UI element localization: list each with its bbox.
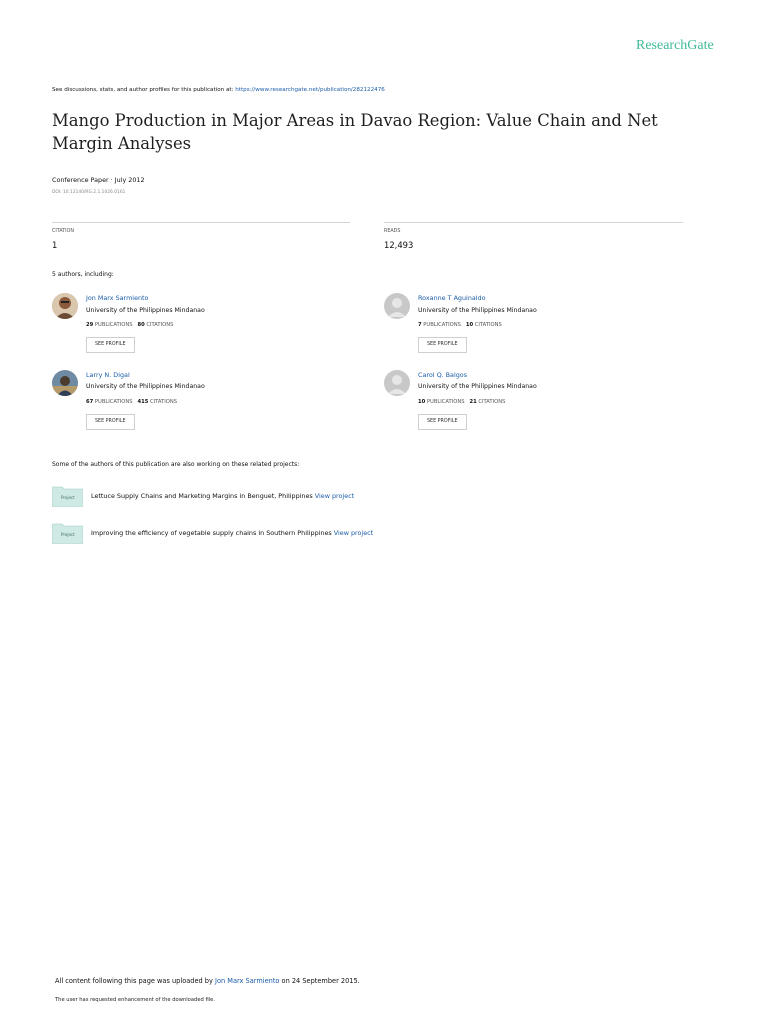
publication-count: 67 bbox=[86, 399, 94, 405]
publication-url-link[interactable]: https://www.researchgate.net/publication/282122476 bbox=[235, 87, 385, 93]
project-icon-label: Project bbox=[61, 495, 75, 500]
citations-label: CITATIONS bbox=[146, 322, 174, 328]
default-user-icon bbox=[384, 370, 410, 396]
author-stats bbox=[418, 399, 505, 405]
default-user-icon bbox=[384, 293, 410, 319]
authors-heading: 5 authors, including: bbox=[52, 271, 114, 278]
citation-count: 80 bbox=[137, 322, 145, 328]
author-affiliation: University of the Philippines Mindanao bbox=[86, 307, 205, 314]
project-icon[interactable] bbox=[52, 485, 83, 507]
citation-count: 1 bbox=[52, 240, 58, 250]
see-profile-button[interactable]: SEE PROFILE bbox=[86, 337, 135, 353]
see-profile-button[interactable]: SEE PROFILE bbox=[418, 414, 467, 430]
citation-count: 415 bbox=[137, 399, 149, 405]
upload-suffix: on 24 September 2015. bbox=[279, 977, 360, 985]
projects-heading: Some of the authors of this publication are also working on these related projects: bbox=[52, 461, 300, 468]
divider-left bbox=[52, 222, 350, 223]
publication-count: 7 bbox=[418, 322, 422, 328]
view-project-link[interactable]: View project bbox=[314, 492, 355, 500]
publications-label: PUBLICATIONS bbox=[426, 399, 465, 405]
view-project-link[interactable]: View project bbox=[333, 529, 374, 537]
author-affiliation: University of the Philippines Mindanao bbox=[418, 383, 537, 390]
project-icon-label: Project bbox=[61, 532, 75, 537]
see-profile-button[interactable]: SEE PROFILE bbox=[418, 337, 467, 353]
publications-label: PUBLICATIONS bbox=[423, 322, 461, 328]
author-stats bbox=[418, 322, 502, 328]
discussion-line bbox=[52, 87, 385, 93]
project-item bbox=[91, 492, 354, 500]
publication-count: 10 bbox=[418, 399, 426, 405]
doi-text: DOI: 10.13140/RG.2.1.1026.0161 bbox=[52, 190, 126, 195]
publications-label: PUBLICATIONS bbox=[94, 322, 133, 328]
page-title: Mango Production in Major Areas in Davao Region: Value Chain and Net Margin Analyses bbox=[52, 111, 658, 153]
discussion-prefix: See discussions, stats, and author profiles for this publication at: bbox=[52, 87, 236, 93]
avatar[interactable] bbox=[384, 370, 410, 396]
avatar[interactable] bbox=[52, 370, 78, 396]
author-affiliation: University of the Philippines Mindanao bbox=[86, 383, 205, 390]
author-name-link[interactable]: Jon Marx Sarmiento bbox=[86, 294, 149, 302]
author-affiliation: University of the Philippines Mindanao bbox=[418, 307, 537, 314]
upload-note bbox=[55, 977, 360, 985]
publications-label: PUBLICATIONS bbox=[94, 399, 133, 405]
citation-count: 21 bbox=[469, 399, 477, 405]
project-item bbox=[91, 529, 373, 537]
author-name-link[interactable]: Carol Q. Balgos bbox=[418, 371, 468, 379]
see-profile-button[interactable]: SEE PROFILE bbox=[86, 414, 135, 430]
request-note: The user has requested enhancement of the downloaded file. bbox=[55, 997, 216, 1003]
reads-label: READS bbox=[384, 229, 401, 234]
author-name-link[interactable]: Larry N. Digal bbox=[86, 371, 130, 379]
avatar[interactable] bbox=[52, 293, 78, 319]
reads-count: 12,493 bbox=[384, 240, 414, 250]
publication-count: 29 bbox=[86, 322, 94, 328]
project-title: Improving the efficiency of vegetable supply chains in Southern Philippines bbox=[91, 529, 332, 537]
citations-label: CITATIONS bbox=[149, 399, 178, 405]
author-photo-icon bbox=[52, 293, 78, 319]
author-name-link[interactable]: Roxanne T Aguinaldo bbox=[418, 294, 486, 302]
author-photo-icon bbox=[52, 370, 78, 396]
citation-label: CITATION bbox=[52, 229, 74, 234]
project-icon[interactable] bbox=[52, 522, 83, 544]
citations-label: CITATIONS bbox=[474, 322, 502, 328]
uploader-link[interactable]: Jon Marx Sarmiento bbox=[215, 977, 280, 985]
citation-count: 10 bbox=[465, 322, 474, 328]
publication-type: Conference Paper · July 2012 bbox=[52, 176, 145, 184]
author-stats bbox=[86, 322, 173, 328]
researchgate-logo[interactable]: ResearchGate bbox=[636, 38, 714, 53]
project-title: Lettuce Supply Chains and Marketing Margins in Benguet, Philippines bbox=[91, 492, 313, 500]
upload-prefix: All content following this page was uploaded by bbox=[55, 977, 215, 985]
avatar[interactable] bbox=[384, 293, 410, 319]
divider-right bbox=[384, 222, 683, 223]
author-stats bbox=[86, 399, 177, 405]
citations-label: CITATIONS bbox=[478, 399, 506, 405]
